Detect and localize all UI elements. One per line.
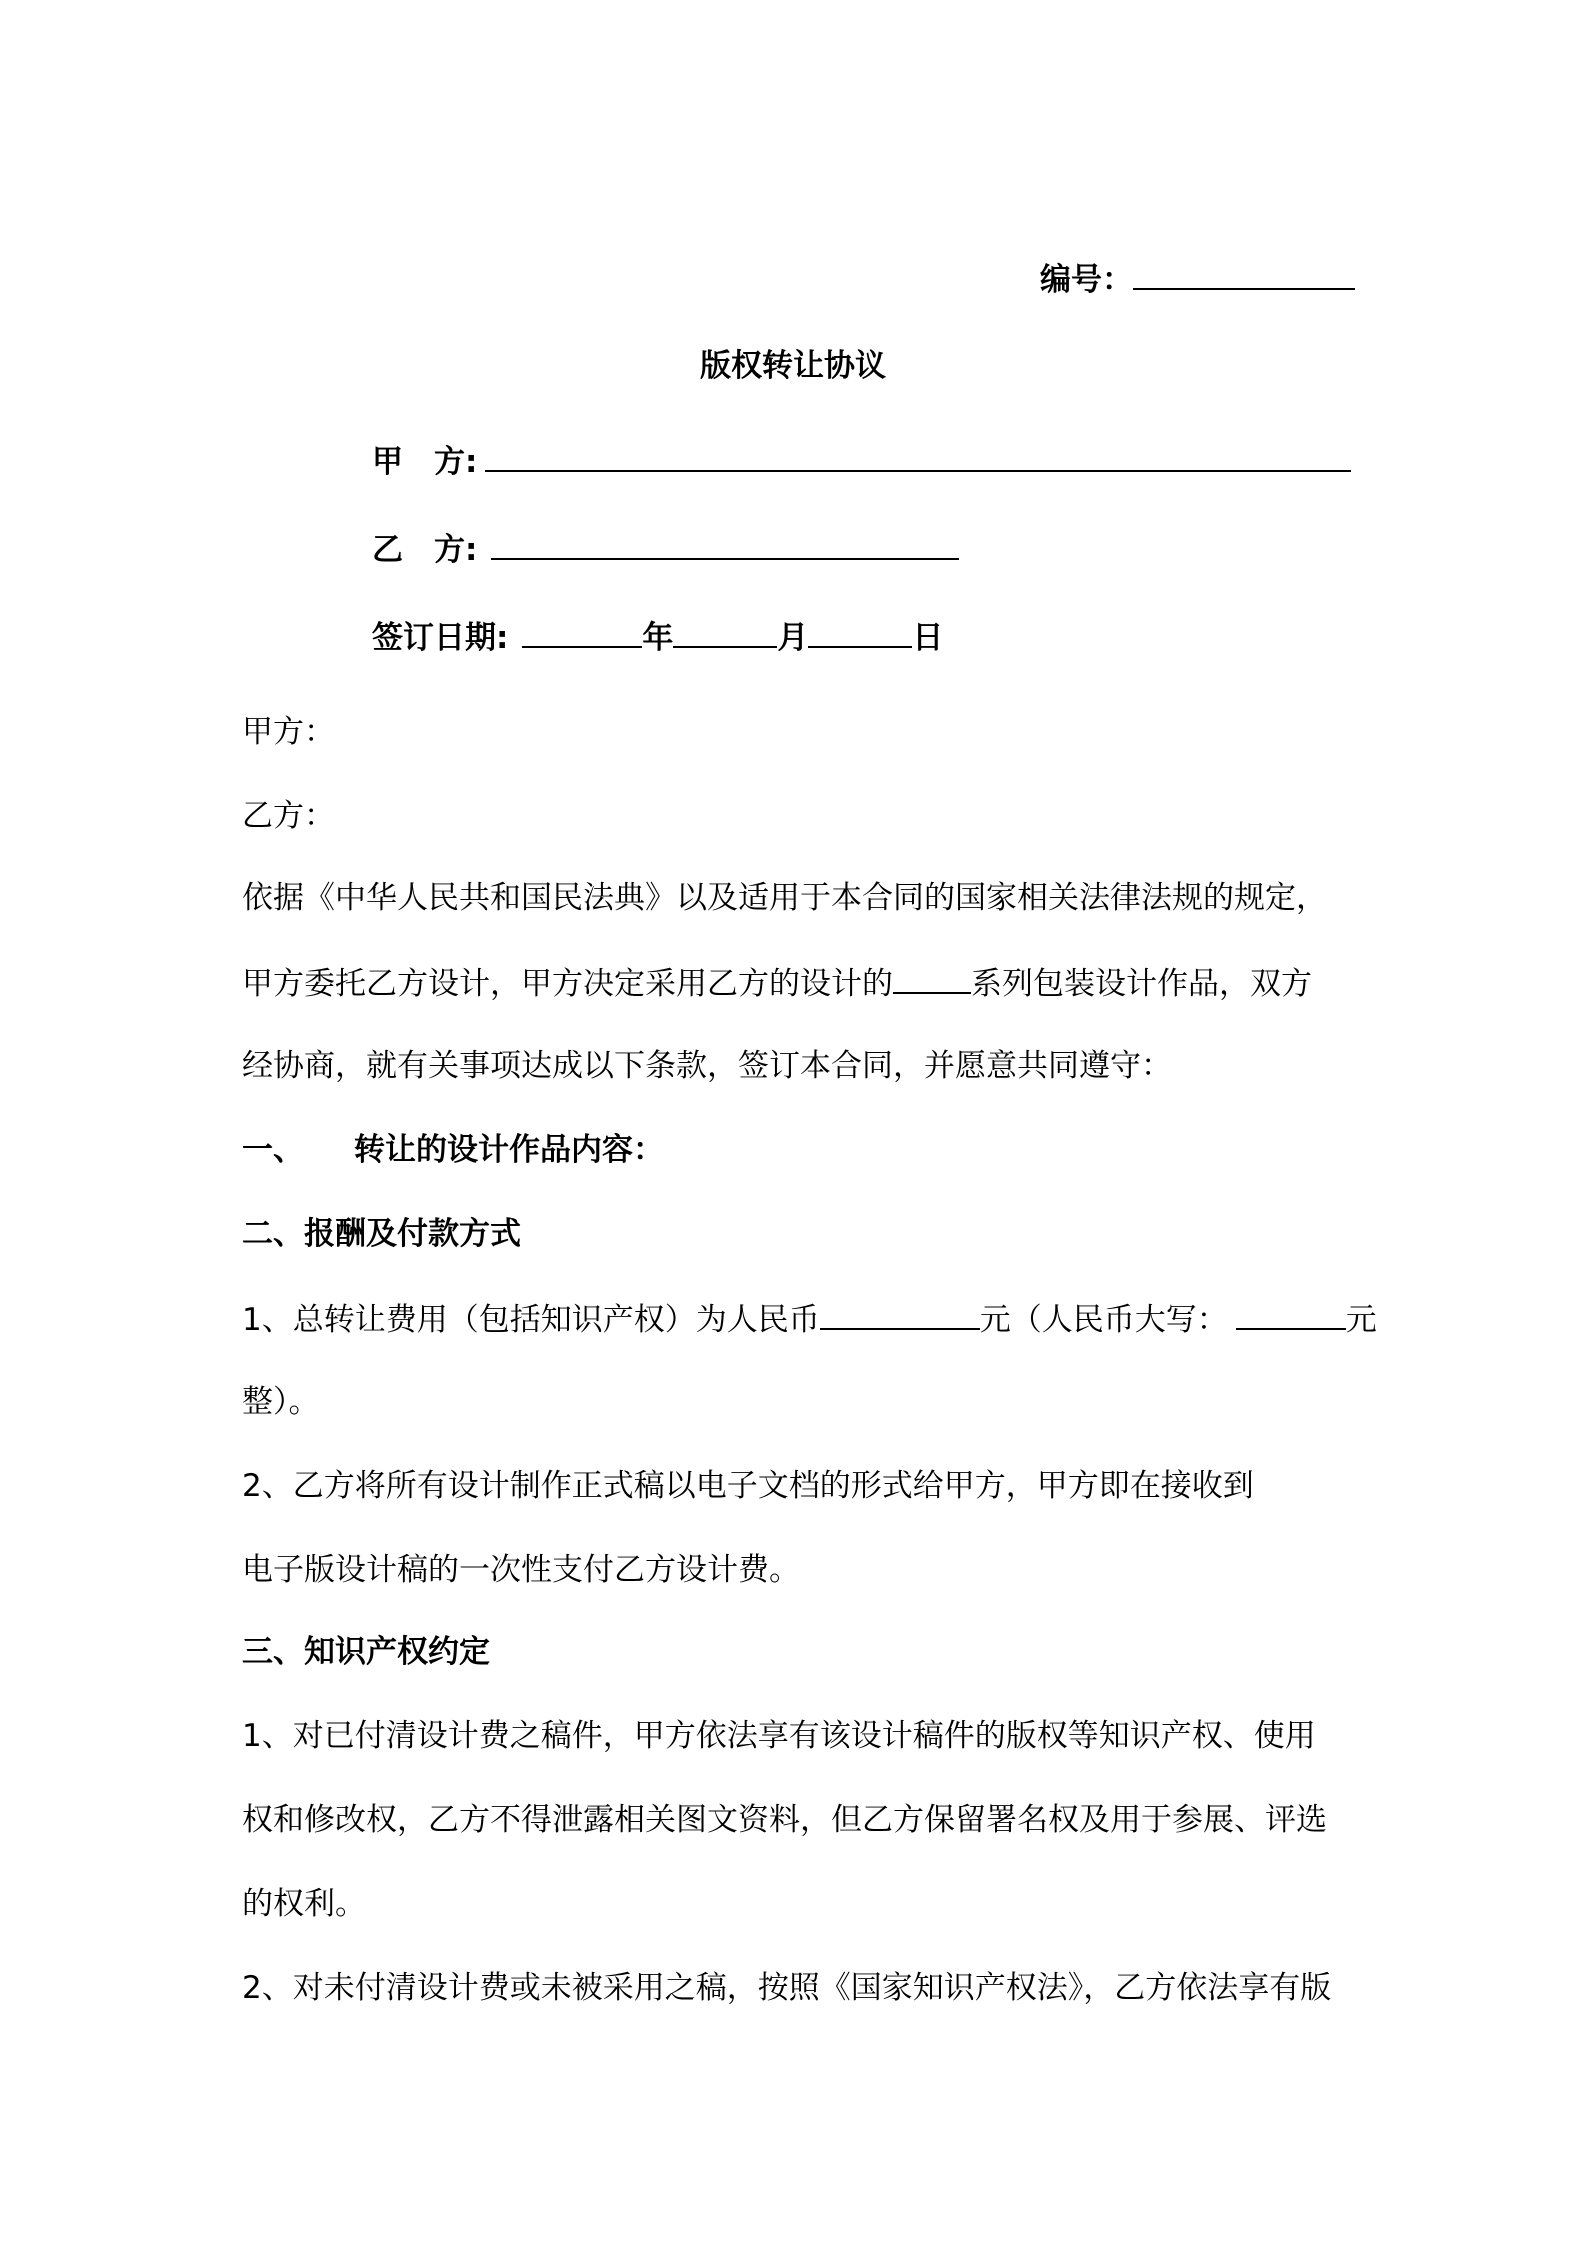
section-3-para-1-line-1: 1、对已付清设计费之稿件，甲方依法享有该设计稿件的版权等知识产权、使用 [242,1718,1316,1754]
party-b-blank[interactable] [491,528,959,560]
party-b-label: 乙 方: [372,532,478,568]
contract-number-blank[interactable] [1133,258,1355,290]
signing-date-label: 签订日期: [372,620,509,656]
section-3-para-1-line-3: 的权利。 [242,1886,366,1922]
section-1-title: 转让的设计作品内容： [354,1132,664,1168]
section-2-para-1-c: 元 [1345,1302,1377,1338]
intro-line-2-end: 系列包装设计作品，双方 [971,966,1312,1002]
intro-line-2 [242,962,1312,1004]
year-label: 年 [642,620,674,656]
section-1-heading [242,1130,664,1170]
party-a-field [372,440,1351,482]
section-2-para-1-a: 1、总转让费用（包括知识产权）为人民币 [242,1302,820,1338]
contract-number [1040,258,1355,300]
intro-line-2-start: 甲方委托乙方设计，甲方决定采用乙方的设计的 [242,966,893,1002]
signing-date-field [372,616,943,658]
month-label: 月 [777,620,809,656]
section-2-para-1 [242,1298,1377,1340]
section-2-para-1-b: 元（人民币大写： [979,1302,1228,1338]
month-blank[interactable] [673,616,777,648]
section-3-para-1-line-2: 权和修改权，乙方不得泄露相关图文资料，但乙方保留署名权及用于参展、评选 [242,1802,1327,1838]
section-3-para-2-line-1: 2、对未付清设计费或未被采用之稿，按照《国家知识产权法》，乙方依法享有版 [242,1970,1332,2006]
party-a-blank[interactable] [485,440,1351,472]
body-party-b: 乙方： [242,798,335,834]
body-party-a: 甲方： [242,714,335,750]
fee-uppercase-blank[interactable] [1236,1298,1346,1330]
document-title: 版权转让协议 [700,348,886,384]
section-2-para-1-end: 整）。 [242,1384,320,1420]
contract-number-label: 编号： [1040,262,1133,298]
series-blank[interactable] [893,962,971,994]
year-blank[interactable] [522,616,642,648]
party-b-field [372,528,959,570]
section-2-para-2-line-2: 电子版设计稿的一次性支付乙方设计费。 [242,1552,800,1588]
section-2-para-2-line-1: 2、乙方将所有设计制作正式稿以电子文档的形式给甲方，甲方即在接收到 [242,1468,1254,1504]
section-2-heading: 二、报酬及付款方式 [242,1216,521,1252]
intro-line-1: 依据《中华人民共和国民法典》以及适用于本合同的国家相关法律法规的规定， [242,880,1327,916]
fee-amount-blank[interactable] [820,1298,980,1330]
day-blank[interactable] [808,616,912,648]
party-a-label: 甲 方: [372,444,478,480]
day-label: 日 [912,620,944,656]
section-1-number: 一、 [242,1132,304,1168]
intro-line-3: 经协商，就有关事项达成以下条款，签订本合同，并愿意共同遵守： [242,1048,1172,1084]
section-3-heading: 三、知识产权约定 [242,1634,490,1670]
